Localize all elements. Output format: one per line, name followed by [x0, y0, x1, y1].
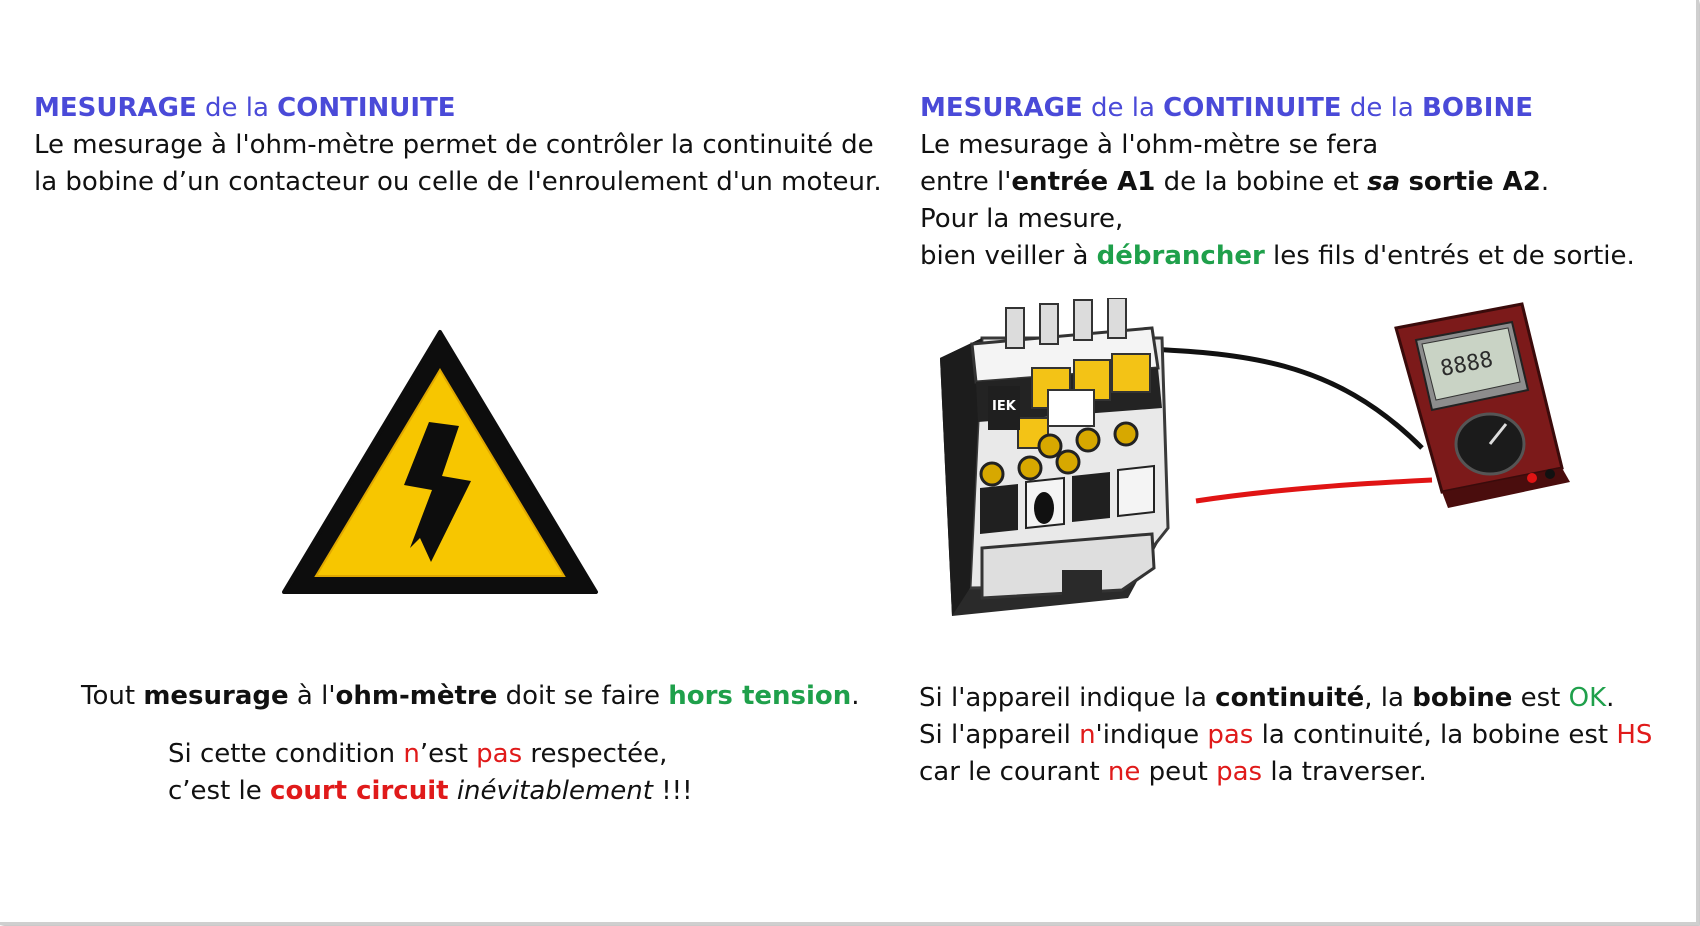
- text-segment: c’est le: [168, 776, 271, 806]
- right-description: [920, 127, 1635, 275]
- right-section-title: [920, 90, 1533, 127]
- text-segment: Si l'appareil: [919, 720, 1080, 750]
- hs-status: HS: [1616, 720, 1653, 750]
- red-negation: n: [403, 739, 420, 769]
- text-segment: , la: [1364, 683, 1413, 713]
- text-segment: .: [1606, 683, 1615, 713]
- text-segment: est: [1512, 683, 1569, 713]
- left-description-line-1: Le mesurage à l'ohm-mètre permet de contrôler la continuité de: [34, 130, 874, 160]
- result-line-2: [919, 717, 1652, 754]
- text-segment: Tout: [81, 681, 144, 711]
- title-word-continuite: CONTINUITE: [277, 93, 456, 123]
- title-word-continuite: CONTINUITE: [1163, 93, 1342, 123]
- safety-rule: [81, 678, 860, 715]
- warning-line-1: [168, 736, 693, 773]
- red-test-lead: [1196, 480, 1432, 501]
- left-description-line-2: la bobine d’un contacteur ou celle de l'enroulement d'un moteur.: [34, 167, 882, 197]
- title-word-bobine: BOBINE: [1422, 93, 1533, 123]
- multimeter-device: [1396, 304, 1570, 508]
- red-negation: ne: [1107, 757, 1141, 787]
- court-circuit-highlight: court circuit: [270, 776, 449, 806]
- short-circuit-warning: [168, 736, 693, 810]
- title-word-mesurage: MESURAGE: [920, 93, 1083, 123]
- right-description-line-1: Le mesurage à l'ohm-mètre se fera: [920, 130, 1379, 160]
- result-line-3: [919, 754, 1652, 791]
- contactor-brand-label: IEK: [992, 399, 1016, 414]
- ohm-metre-bold: ohm-mètre: [335, 681, 498, 711]
- text-segment: ’est: [419, 739, 477, 769]
- black-test-lead: [1127, 348, 1422, 448]
- text-segment: les fils d'entrés et de sortie.: [1264, 241, 1635, 271]
- ok-status: OK: [1568, 683, 1607, 713]
- contactor-body: [940, 298, 1168, 616]
- text-segment: la traverser.: [1262, 757, 1427, 787]
- right-description-line-2: [920, 164, 1635, 201]
- text-segment: Si cette condition: [168, 739, 404, 769]
- contactor-with-multimeter-illustration: [922, 298, 1582, 650]
- text-segment: respectée,: [522, 739, 668, 769]
- red-negation: pas: [1216, 757, 1263, 787]
- hors-tension-highlight: hors tension: [668, 681, 852, 711]
- text-segment: à l': [288, 681, 336, 711]
- red-negation: pas: [1207, 720, 1254, 750]
- red-negation: pas: [476, 739, 523, 769]
- title-connector: de la: [196, 93, 278, 123]
- high-voltage-warning-icon: [278, 326, 602, 596]
- text-segment: bien veiller à: [920, 241, 1097, 271]
- right-description-line-4: [920, 238, 1635, 275]
- left-description: [34, 127, 882, 201]
- text-segment: .: [851, 681, 860, 711]
- text-segment: entre l': [920, 167, 1012, 197]
- text-segment: car le courant: [919, 757, 1108, 787]
- measurement-result-explanation: [919, 680, 1652, 791]
- continuite-bold: continuité: [1215, 683, 1365, 713]
- left-section-title: [34, 90, 456, 127]
- text-segment: .: [1540, 167, 1550, 197]
- right-description-line-3: Pour la mesure,: [920, 204, 1124, 234]
- warning-line-2: [168, 773, 693, 810]
- result-line-1: [919, 680, 1652, 717]
- red-negation: n: [1079, 720, 1096, 750]
- text-segment: !!!: [652, 776, 693, 806]
- text-segment: Si l'appareil indique la: [919, 683, 1216, 713]
- sa-emphasis: sa: [1367, 167, 1401, 197]
- text-segment: doit se faire: [497, 681, 669, 711]
- text-segment: peut: [1140, 757, 1217, 787]
- text-segment: la continuité, la bobine est: [1253, 720, 1617, 750]
- mesurage-bold: mesurage: [143, 681, 289, 711]
- entree-a1-label: entrée A1: [1011, 167, 1156, 197]
- inevitablement-italic: inévitablement: [456, 776, 653, 806]
- title-connector: de la: [1082, 93, 1164, 123]
- sortie-a2-label: sortie A2: [1408, 167, 1541, 197]
- bobine-bold: bobine: [1412, 683, 1513, 713]
- text-segment: de la bobine et: [1155, 167, 1368, 197]
- title-word-mesurage: MESURAGE: [34, 93, 197, 123]
- debrancher-highlight: débrancher: [1096, 241, 1265, 271]
- multimeter-display: 8888: [1438, 347, 1496, 382]
- text-segment: [449, 776, 457, 806]
- title-connector: de la: [1341, 93, 1423, 123]
- text-segment: 'indique: [1095, 720, 1208, 750]
